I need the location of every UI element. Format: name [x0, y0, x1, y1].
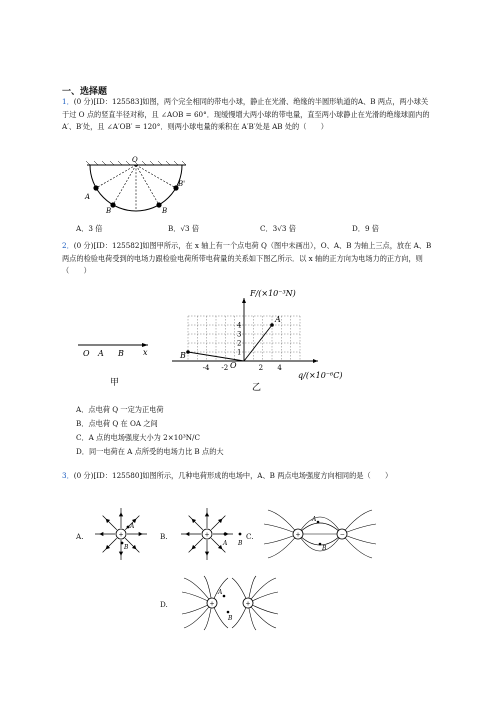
- svg-text:−: −: [339, 531, 345, 539]
- svg-text:+: +: [295, 531, 301, 539]
- q3-figure-a-point-charge[interactable]: [92, 505, 150, 563]
- q3-a-label-b: B: [124, 544, 129, 551]
- series-label-a: A: [275, 315, 281, 324]
- field-line: [103, 538, 117, 552]
- question-2-number: 2．: [62, 241, 74, 250]
- question-1-text: (0 分)[ID：125583]如图，两个完全相同的带电小球，静止在光滑、绝缘的半圆形轨道的A、B 两点，两小球关于过 O 点的竖直半径对称，且 ∠AOB = 60°．现缓慢增大两小球的带电量，直至两小球静止在光滑的绝缘球面内的 A′、B′处，且 ∠A′OB′ = 120°．则两小球电量的乘积在 A′B′处是 AB 处的（ ）: [62, 97, 430, 131]
- q1-option-c[interactable]: C．3√3 倍: [260, 224, 296, 233]
- q1-options: [62, 224, 434, 236]
- section-title: 一、选择题: [62, 87, 108, 97]
- svg-text:+: +: [245, 600, 251, 608]
- series-label-b: B: [180, 351, 186, 360]
- question-3-number: 3．: [62, 471, 74, 480]
- q1-option-d[interactable]: D．9 倍: [352, 224, 379, 233]
- q2-jia-caption: 甲: [110, 378, 120, 388]
- field-arrow: [100, 532, 103, 535]
- q3-c-label-a: A: [312, 516, 317, 523]
- svg-text:+: +: [209, 600, 215, 608]
- question-1-number: 1．: [62, 97, 74, 106]
- q3-figure-c-dipole[interactable]: [262, 508, 378, 560]
- q3-c-label-b: B: [322, 545, 327, 552]
- q1-option-a[interactable]: A．3 倍: [76, 224, 103, 233]
- series-point-b: [186, 350, 190, 354]
- q2-yi-ylabel: F/(×10⁻³N): [250, 289, 296, 298]
- q2-option-d[interactable]: D．同一电荷在 A 点所受的电场力比 B 点的大: [76, 447, 224, 456]
- y-tick-label: 4: [237, 321, 242, 330]
- q1-label-b-right: B: [162, 207, 168, 215]
- x-tick-label: -2: [221, 364, 229, 372]
- q1-label-bp: B': [178, 180, 186, 188]
- q3-b-label-a: A: [223, 540, 228, 547]
- y-tick-label: 3: [237, 330, 242, 339]
- field-arrow: [139, 532, 142, 535]
- q2-option-c[interactable]: C．A 点的电场强度大小为 2×10³N/C: [76, 433, 200, 442]
- q2-option-b[interactable]: B．点电荷 Q 在 OA 之间: [76, 419, 158, 428]
- field-line: [189, 516, 203, 530]
- q3-option-d-letter[interactable]: D.: [160, 600, 168, 609]
- x-axis-arrow: [313, 359, 318, 363]
- x-tick-label: 2: [258, 364, 264, 372]
- question-1: [62, 96, 434, 134]
- q1-label-b-left: B: [106, 207, 112, 215]
- q2-figure-yi-chart: [168, 286, 348, 396]
- q2-yi-xlabel: q/(×10⁻⁶C): [298, 371, 343, 380]
- q2-jia-b: B: [118, 349, 124, 358]
- q2-jia-a: A: [98, 349, 104, 358]
- q3-figure-d-like-charges[interactable]: [180, 576, 280, 630]
- field-arrow: [205, 513, 208, 516]
- field-arrow: [119, 513, 122, 516]
- q3-d-label-a: A: [218, 589, 223, 596]
- svg-text:+: +: [204, 531, 210, 539]
- q1-semicircle-figure: [82, 155, 192, 215]
- q1-label-a: A: [85, 193, 91, 201]
- svg-text:+: +: [118, 531, 124, 539]
- q3-a-label-a: A: [130, 523, 135, 530]
- y-axis-arrow: [242, 298, 246, 303]
- q2-figure-jia: [76, 335, 156, 390]
- q3-option-a-letter[interactable]: A.: [76, 532, 84, 541]
- y-tick-label: 1: [237, 348, 242, 357]
- q3-option-b-letter[interactable]: B.: [160, 532, 168, 541]
- q3-option-c-letter[interactable]: C.: [246, 532, 254, 541]
- field-arrow: [119, 552, 122, 555]
- question-3: [62, 470, 434, 483]
- q2-jia-o: O: [83, 349, 90, 358]
- x-tick-label: 4: [277, 364, 282, 372]
- q1-label-o: O: [132, 156, 138, 164]
- x-tick-label: -4: [202, 364, 210, 372]
- question-3-text: (0 分)[ID：125580]如图所示，几种电荷形成的电场中，A、B 两点电场强度方向相同的是（ ）: [73, 471, 393, 480]
- field-line: [189, 538, 203, 552]
- q2-option-a[interactable]: A．点电荷 Q 一定为正电荷: [76, 405, 164, 414]
- field-arrow: [205, 552, 208, 555]
- question-2: [62, 240, 434, 278]
- question-2-text: (0 分)[ID：125582]如图甲所示，在 x 轴上有一个点电荷 Q（图中未画出），O、A、B 为轴上三点，放在 A、B 两点的检验电荷受到的电场力跟检验电荷所带电荷量的关系如下图乙所示．以 x 轴的正方向为电场力的正方向，则（ ）: [62, 241, 432, 275]
- q1-option-b[interactable]: B．√3 倍: [168, 224, 200, 233]
- q2-yi-origin: O: [230, 361, 237, 370]
- q2-jia-x: x: [143, 348, 148, 357]
- y-tick-label: 2: [237, 339, 242, 348]
- q3-b-label-b: B: [238, 540, 243, 547]
- series-point-a: [270, 323, 274, 327]
- field-line: [211, 516, 225, 530]
- field-line: [103, 516, 117, 530]
- q2-yi-caption: 乙: [252, 383, 262, 393]
- q3-d-label-b: B: [228, 615, 233, 622]
- field-arrow: [186, 532, 189, 535]
